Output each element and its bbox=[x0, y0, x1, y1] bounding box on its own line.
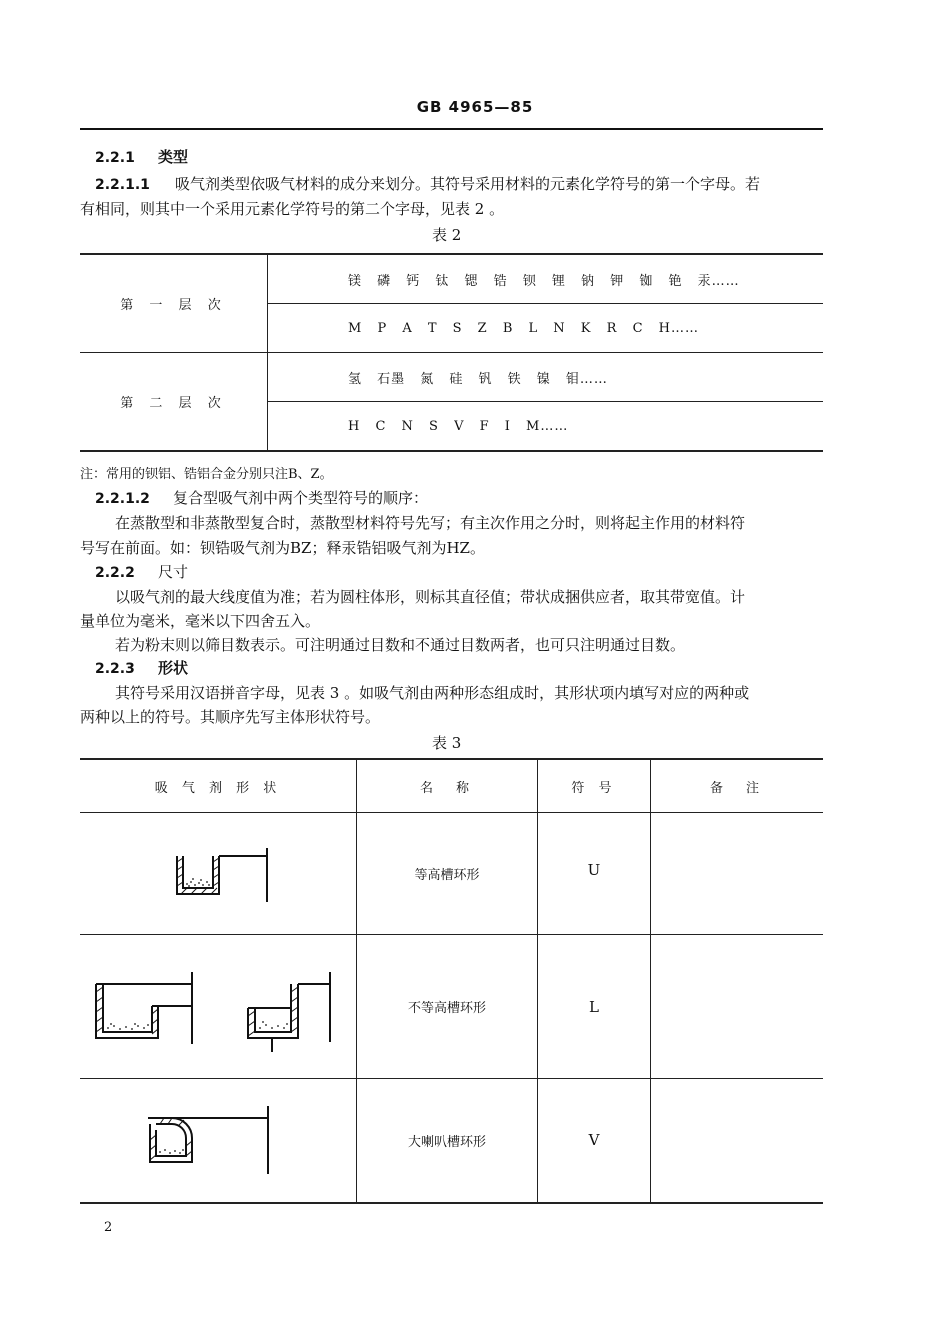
v-channel-figure bbox=[80, 1079, 357, 1203]
sec-2-2-3-line2: 两种以上的符号。其顺序先写主体形状符号。 bbox=[80, 708, 381, 726]
table2-row1-label: 第 一 层 次 bbox=[80, 254, 268, 353]
sec-2-2-1-2-line1: 在蒸散型和非蒸散型复合时，蒸散型材料符号先写；有主次作用之分时，则将起主作用的材料符 bbox=[115, 514, 746, 532]
table-row bbox=[80, 813, 823, 935]
sec-2-2-2-number: 2.2.2 bbox=[95, 565, 135, 581]
table-row bbox=[80, 935, 823, 1079]
unequal-height-channel-ring-drawing bbox=[88, 952, 348, 1062]
table2-row2-symbols: H C N S V F I M…… bbox=[268, 402, 824, 452]
sec-2-2-1-2-line2: 号写在前面。如：钡锆吸气剂为BZ；释汞锆铝吸气剂为HZ。 bbox=[80, 539, 485, 557]
sec-2-2-2-line1: 以吸气剂的最大线度值为准；若为圆柱体形，则标其直径值；带状成捆供应者，取其带宽值。计 bbox=[115, 588, 746, 606]
table3-row1-remark bbox=[651, 813, 824, 935]
table2-row1-symbols: M P A T S Z B L N K R C H…… bbox=[268, 304, 824, 353]
sec-2-2-1-1-line2: 有相同，则其中一个采用元素化学符号的第二个字母，见表 2 。 bbox=[80, 200, 505, 218]
table3 bbox=[80, 758, 823, 1204]
table2-note: 注：常用的钡铝、锆铝合金分别只注B、Z。 bbox=[80, 467, 333, 482]
table3-row3-symbol: V bbox=[538, 1079, 651, 1203]
table2 bbox=[80, 253, 823, 452]
table2-caption: 表 2 bbox=[432, 226, 462, 244]
sec-2-2-2-title: 尺寸 bbox=[158, 563, 189, 581]
table3-row2-name: 不等高槽环形 bbox=[357, 935, 538, 1079]
sec-2-2-1-1-number: 2.2.1.1 bbox=[95, 177, 150, 193]
table3-row3-remark bbox=[651, 1079, 824, 1203]
table3-header-shape: 吸 气 剂 形 状 bbox=[80, 759, 357, 813]
header-rule bbox=[80, 128, 823, 130]
table3-header-name: 名 称 bbox=[357, 759, 538, 813]
table3-row2-symbol: L bbox=[538, 935, 651, 1079]
sec-2-2-2-line3: 若为粉末则以筛目数表示。可注明通过目数和不通过目数两者，也可只注明通过目数。 bbox=[115, 636, 686, 654]
table3-caption: 表 3 bbox=[432, 734, 462, 752]
sec-2-2-2-line2: 量单位为毫米，毫米以下四舍五入。 bbox=[80, 612, 321, 630]
sec-2-2-1-title: 类型 bbox=[158, 148, 189, 166]
equal-height-channel-ring-drawing bbox=[163, 842, 273, 906]
table3-row3-name: 大喇叭槽环形 bbox=[357, 1079, 538, 1203]
table3-row2-remark bbox=[651, 935, 824, 1079]
standard-number: GB 4965—85 bbox=[416, 98, 534, 116]
table3-header-remark: 备 注 bbox=[651, 759, 824, 813]
flared-channel-ring-drawing bbox=[138, 1100, 298, 1180]
table-row bbox=[80, 1079, 823, 1203]
table3-header-symbol: 符 号 bbox=[538, 759, 651, 813]
sec-2-2-1-2-title: 复合型吸气剂中两个类型符号的顺序： bbox=[173, 489, 429, 507]
sec-2-2-1-number: 2.2.1 bbox=[95, 150, 135, 166]
u-channel-figure bbox=[80, 813, 357, 935]
sec-2-2-3-line1: 其符号采用汉语拼音字母，见表 3 。如吸气剂由两种形态组成时，其形状项内填写对应的两种或 bbox=[115, 684, 750, 702]
table3-row1-symbol: U bbox=[538, 813, 651, 935]
table3-row1-name: 等高槽环形 bbox=[357, 813, 538, 935]
table2-row2-elements: 氢 石墨 氮 硅 钒 铁 镍 钼…… bbox=[268, 353, 824, 402]
table2-row1-elements: 镁 磷 钙 钛 锶 锆 钡 锂 钠 钾 铷 铯 汞…… bbox=[268, 254, 824, 304]
sec-2-2-3-number: 2.2.3 bbox=[95, 661, 135, 677]
sec-2-2-1-1-line1: 吸气剂类型依吸气材料的成分来划分。其符号采用材料的元素化学符号的第一个字母。若 bbox=[175, 175, 761, 193]
l-channel-figure bbox=[80, 935, 357, 1079]
sec-2-2-1-2-number: 2.2.1.2 bbox=[95, 491, 150, 507]
table2-row2-label: 第 二 层 次 bbox=[80, 353, 268, 452]
page-number: 2 bbox=[104, 1220, 113, 1235]
sec-2-2-3-title: 形状 bbox=[158, 659, 189, 677]
